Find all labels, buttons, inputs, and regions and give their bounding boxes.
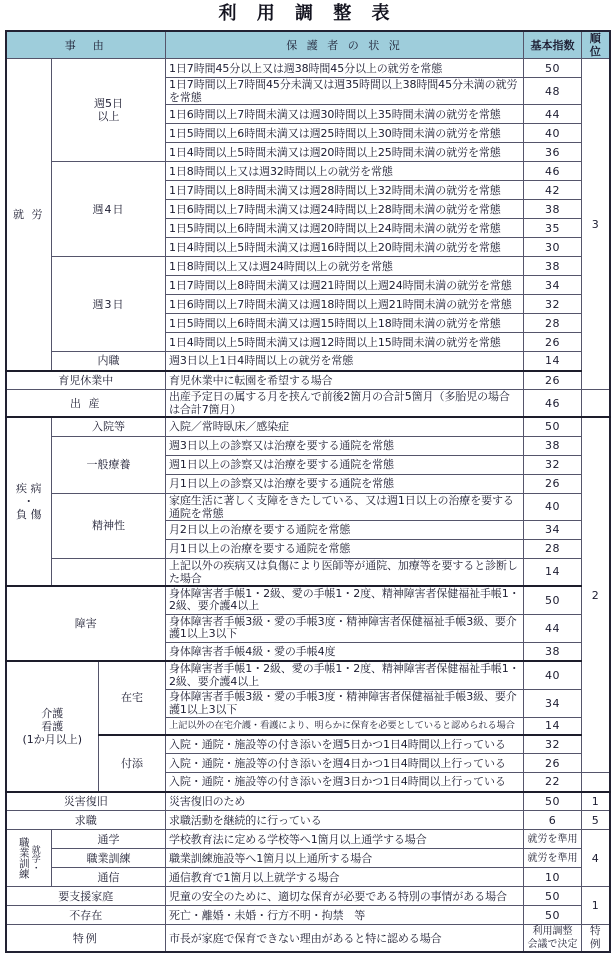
row-index: 40	[524, 661, 582, 690]
row-index: 44	[524, 105, 582, 124]
row-index: 26	[524, 371, 582, 390]
category-birth: 出 産	[6, 390, 166, 418]
row-description: 1日8時間以上又は週24時間以上の就労を常態	[166, 257, 524, 276]
category-disability: 障害	[6, 586, 166, 662]
row-description: 入院・通院・施設等の付き添いを週3日かつ1日4時間以上行っている	[166, 773, 524, 792]
row-index: 50	[524, 417, 582, 436]
row-description: 1日4時間以上5時間未満又は週20時間以上25時間未満の就労を常態	[166, 143, 524, 162]
table-row	[6, 811, 610, 830]
category-disaster: 災害復旧	[6, 792, 166, 811]
row-index: 26	[524, 474, 582, 493]
table-row	[6, 906, 610, 925]
category-special: 特例	[6, 925, 166, 953]
row-index: 38	[524, 257, 582, 276]
table-row	[6, 925, 610, 953]
row-index: 28	[524, 314, 582, 333]
rank-training: 4	[582, 830, 610, 887]
row-index: 40	[524, 124, 582, 143]
row-description: 入院・通院・施設等の付き添いを週4日かつ1日4時間以上行っている	[166, 754, 524, 773]
row-description: 週3日以上の診察又は治療を要する通院を常態	[166, 436, 524, 455]
category-support-family: 要支援家庭	[6, 887, 166, 906]
row-description: 1日5時間以上6時間未満又は週15時間以上18時間未満の就労を常態	[166, 314, 524, 333]
row-index: 28	[524, 539, 582, 558]
category-jobseeking: 求職	[6, 811, 166, 830]
table-row	[6, 436, 610, 455]
subcategory-school: 通学	[52, 830, 166, 849]
subcategory-naishoku: 内職	[52, 352, 166, 371]
row-description: 月1日以上の治療を要する通院を常態	[166, 539, 524, 558]
row-description: 身体障害者手帳1・2級、愛の手帳1・2度、精神障害者保健福祉手帳1・2級、要介護4以上	[166, 661, 524, 690]
row-index: 50	[524, 906, 582, 925]
category-training-vertical-1: 職業訓練	[17, 837, 30, 879]
subcategory-hospitalization: 入院等	[52, 417, 166, 436]
row-description: 出産予定日の属する月を挟んで前後2箇月の合計5箇月（多胎児の場合は合計7箇月）	[166, 390, 524, 418]
table-row	[6, 792, 610, 811]
table-row	[6, 586, 610, 615]
header-rank: 順位	[582, 31, 610, 59]
row-description: 入院／常時臥床／感染症	[166, 417, 524, 436]
row-index: 50	[524, 792, 582, 811]
category-nursing-line2: 看護	[41, 719, 64, 733]
row-description: 1日6時間以上7時間未満又は週30時間以上35時間未満の就労を常態	[166, 105, 524, 124]
row-index: 30	[524, 238, 582, 257]
row-description: 育児休業中に転園を希望する場合	[166, 371, 524, 390]
subcategory-correspondence: 通信	[52, 868, 166, 887]
table-row	[6, 371, 610, 390]
category-nursing	[6, 661, 99, 792]
row-index: 26	[524, 754, 582, 773]
category-absence: 不存在	[6, 906, 166, 925]
row-description: 月2日以上の治療を要する通院を常態	[166, 520, 524, 539]
row-description: 職業訓練施設等へ1箇月以上通所する場合	[166, 849, 524, 868]
row-description: 求職活動を継続的に行っている	[166, 811, 524, 830]
table-row	[6, 887, 610, 906]
row-index: 32	[524, 735, 582, 754]
row-index: 40	[524, 493, 582, 520]
row-index: 34	[524, 690, 582, 718]
rank-jobseeking: 5	[582, 811, 610, 830]
subcategory-week5-line1: 週5日	[94, 97, 123, 110]
table-row	[6, 558, 610, 586]
row-description: 死亡・離婚・未婚・行方不明・拘禁 等	[166, 906, 524, 925]
row-description: 通信教育で1箇月以上就学する場合	[166, 868, 524, 887]
row-description: 1日7時間以上7時間45分未満又は週35時間以上38時間45分未満の就労を常態	[166, 78, 524, 105]
row-index: 46	[524, 390, 582, 418]
row-description: 1日6時間以上7時間未満又は週18時間以上週21時間未満の就労を常態	[166, 295, 524, 314]
subcategory-week5-line2: 以上	[97, 110, 120, 123]
row-index: 50	[524, 59, 582, 78]
row-index: 14	[524, 352, 582, 371]
row-index: 14	[524, 558, 582, 586]
row-description: 1日7時間以上8時間未満又は週28時間以上32時間未満の就労を常態	[166, 181, 524, 200]
row-index: 14	[524, 718, 582, 735]
subcategory-illness-other	[52, 558, 166, 586]
row-index: 34	[524, 276, 582, 295]
row-index-special	[524, 925, 582, 953]
table-row	[6, 849, 610, 868]
category-work: 就 労	[6, 59, 52, 371]
page-title: 利 用 調 整 表	[218, 3, 397, 24]
table-row	[6, 162, 610, 181]
category-illness-line2: ・	[23, 494, 35, 508]
header-reason: 事 由	[6, 31, 166, 59]
table-row	[6, 257, 610, 276]
row-index: 35	[524, 219, 582, 238]
rank-special: 特例	[582, 925, 610, 953]
row-description: 1日5時間以上6時間未満又は週20時間以上24時間未満の就労を常態	[166, 219, 524, 238]
category-nursing-line1: 介護	[41, 706, 64, 720]
row-index: 42	[524, 181, 582, 200]
header-status: 保 護 者 の 状 況	[166, 31, 524, 59]
row-index: 38	[524, 642, 582, 661]
subcategory-vocational: 職業訓練	[52, 849, 166, 868]
row-description: 災害復旧のため	[166, 792, 524, 811]
row-index: 6	[524, 811, 582, 830]
rank-work-block: 3	[582, 59, 610, 390]
row-description: 1日8時間以上又は週32時間以上の就労を常態	[166, 162, 524, 181]
row-description: 1日4時間以上5時間未満又は週16時間以上20時間未満の就労を常態	[166, 238, 524, 257]
table-header-row	[6, 31, 610, 59]
rank-illness-block: 2	[582, 417, 610, 773]
row-index: 38	[524, 436, 582, 455]
table-row	[6, 830, 610, 849]
row-index: 50	[524, 586, 582, 615]
row-index: 10	[524, 868, 582, 887]
table-row	[6, 59, 610, 78]
index-special-line2: 会議で決定	[527, 939, 578, 950]
category-illness-line3: 負 傷	[16, 507, 42, 521]
subcategory-home: 在宅	[99, 661, 166, 735]
subcategory-general-care: 一般療養	[52, 436, 166, 493]
row-description: 週3日以上1日4時間以上の就労を常態	[166, 352, 524, 371]
row-description: 身体障害者手帳3級・愛の手帳3度・精神障害者保健福祉手帳3級、要介護1以上3以下	[166, 690, 524, 718]
index-special-line1: 利用調整	[532, 926, 573, 937]
rank-birth	[582, 390, 610, 418]
category-training	[6, 830, 52, 887]
row-index: 36	[524, 143, 582, 162]
row-description: 1日5時間以上6時間未満又は週25時間以上30時間未満の就労を常態	[166, 124, 524, 143]
row-index: 34	[524, 520, 582, 539]
row-index: 26	[524, 333, 582, 352]
rank-disaster: 1	[582, 792, 610, 811]
row-index: 44	[524, 614, 582, 642]
row-description: 1日7時間45分以上又は週38時間45分以上の就労を常態	[166, 59, 524, 78]
header-index: 基本指数	[524, 31, 582, 59]
row-description: 身体障害者手帳1・2級、愛の手帳1・2度、精神障害者保健福祉手帳1・2級、要介護4以上	[166, 586, 524, 615]
row-description: 1日4時間以上5時間未満又は週12時間以上15時間未満の就労を常態	[166, 333, 524, 352]
row-index: 就労を準用	[524, 830, 582, 849]
row-index: 32	[524, 455, 582, 474]
category-training-vertical-2: 就学・	[29, 844, 40, 872]
subcategory-week5	[52, 59, 166, 162]
category-illness-line1: 疾 病	[16, 481, 42, 495]
category-childcare-leave: 育児休業中	[6, 371, 166, 390]
row-index: 48	[524, 78, 582, 105]
row-index: 就労を準用	[524, 849, 582, 868]
row-description: 1日6時間以上7時間未満又は週24時間以上28時間未満の就労を常態	[166, 200, 524, 219]
row-description: 家庭生活に著しく支障をきたしている、又は週1日以上の治療を要する通院を常態	[166, 493, 524, 520]
row-index: 22	[524, 773, 582, 792]
row-description: 市長が家庭で保育できない理由があると特に認める場合	[166, 925, 524, 953]
table-row	[6, 661, 610, 690]
row-description: 週1日以上の診察又は治療を要する通院を常態	[166, 455, 524, 474]
row-index: 50	[524, 887, 582, 906]
row-description: 入院・通院・施設等の付き添いを週5日かつ1日4時間以上行っている	[166, 735, 524, 754]
row-description: 月1日以上の診察又は治療を要する通院を常態	[166, 474, 524, 493]
category-illness	[6, 417, 52, 586]
table-row	[6, 390, 610, 418]
row-description: 身体障害者手帳3級・愛の手帳3度・精神障害者保健福祉手帳3級、要介護1以上3以下	[166, 614, 524, 642]
row-description: 上記以外の在宅介護・看護により、明らかに保育を必要としていると認められる場合	[166, 718, 524, 735]
subcategory-mental: 精神性	[52, 493, 166, 558]
subcategory-week3: 週3日	[52, 257, 166, 352]
row-description: 身体障害者手帳4級・愛の手帳4度	[166, 642, 524, 661]
row-description: 児童の安全のために、適切な保育が必要である特別の事情がある場合	[166, 887, 524, 906]
adjustment-table	[5, 30, 611, 953]
row-index: 32	[524, 295, 582, 314]
table-row	[6, 493, 610, 520]
category-nursing-line3: (1か月以上)	[22, 732, 83, 746]
rank-family: 1	[582, 887, 610, 925]
table-row	[6, 868, 610, 887]
row-index: 38	[524, 200, 582, 219]
subcategory-attendance: 付添	[99, 735, 166, 792]
subcategory-week4: 週4日	[52, 162, 166, 257]
table-row	[6, 352, 610, 371]
row-index: 46	[524, 162, 582, 181]
row-description: 上記以外の疾病又は負傷により医師等が通院、加療等を要すると診断した場合	[166, 558, 524, 586]
row-description: 1日7時間以上8時間未満又は週21時間以上週24時間未満の就労を常態	[166, 276, 524, 295]
table-row	[6, 417, 610, 436]
row-description: 学校教育法に定める学校等へ1箇月以上通学する場合	[166, 830, 524, 849]
